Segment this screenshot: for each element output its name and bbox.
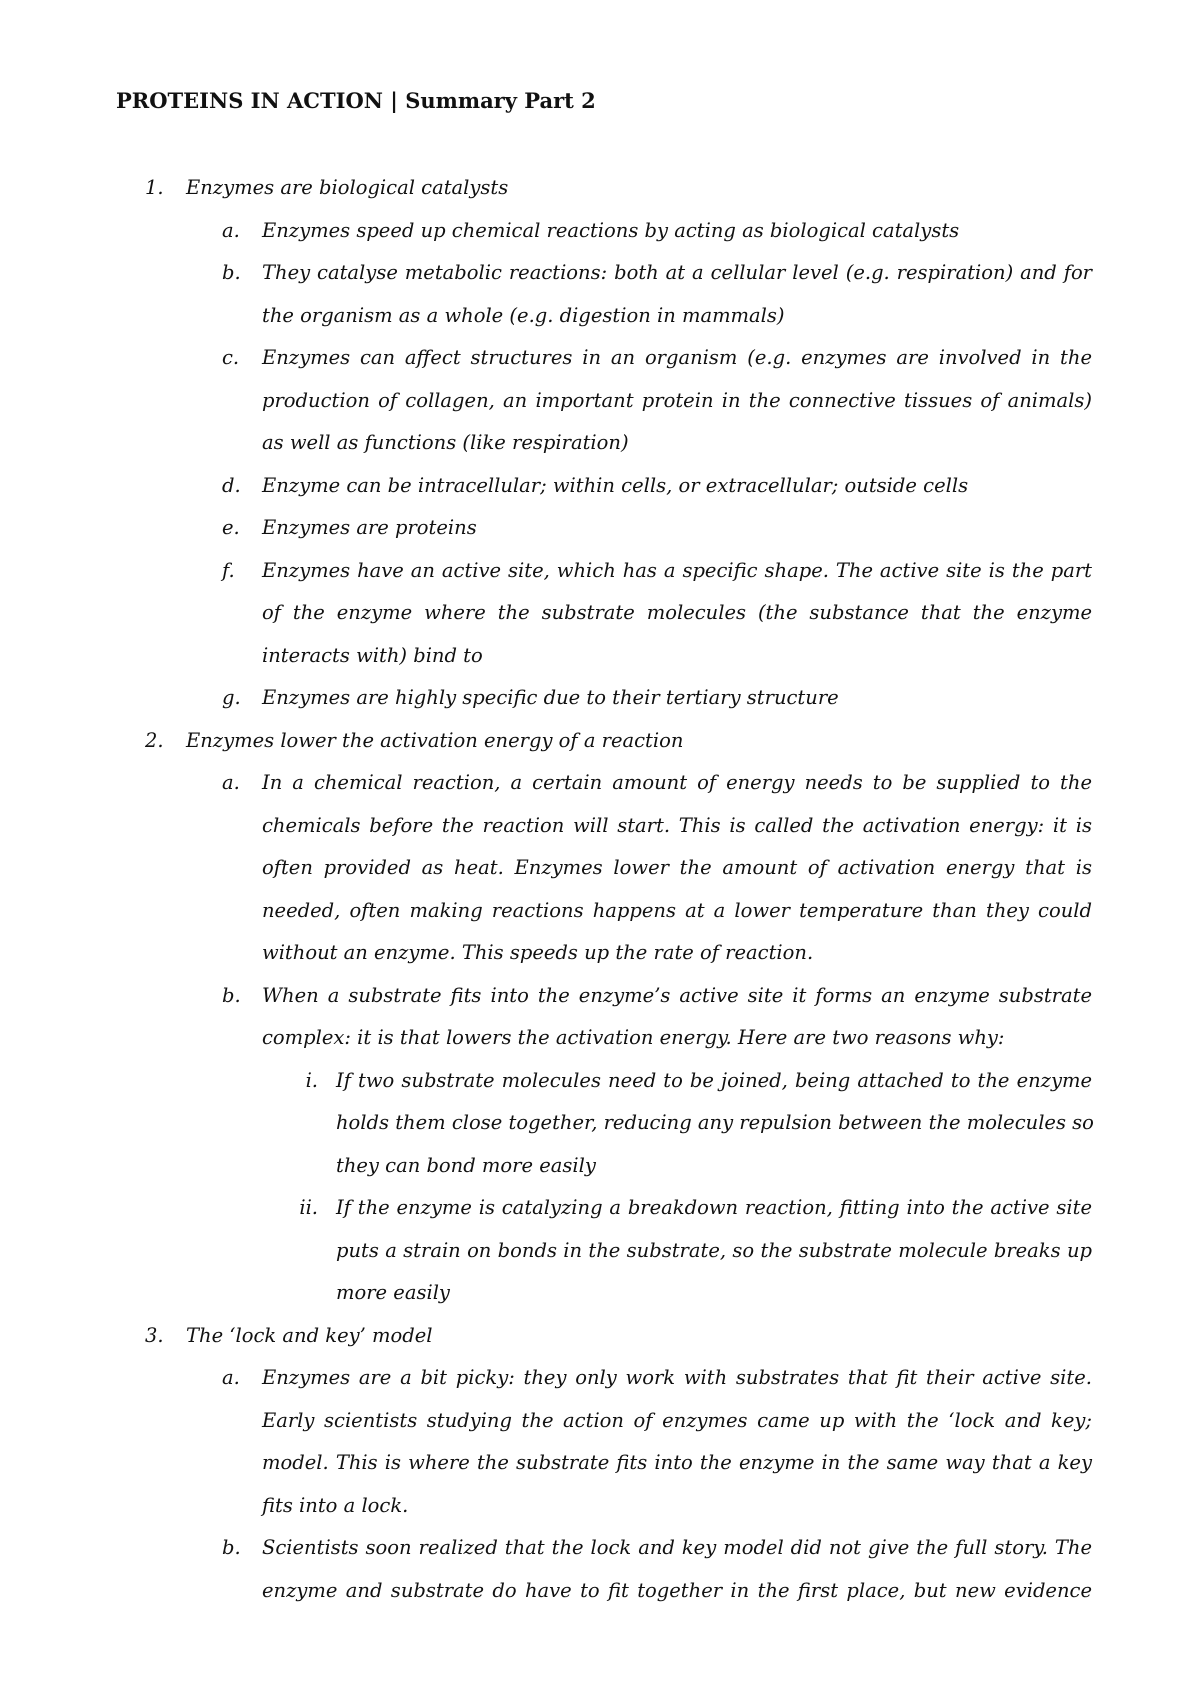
- list-item-text-line: Early scientists studying the action of enzymes came up with the ‘lock and key;: [262, 1408, 1092, 1432]
- list-marker: a.: [222, 218, 240, 242]
- list-item-text-line: without an enzyme. This speeds up the rate of reaction.: [262, 941, 814, 964]
- list-item-text-line: as well as functions (like respiration): [262, 431, 629, 454]
- list-item-text-line: needed, often making reactions happens at a lower temperature than they could: [262, 898, 1092, 922]
- list-item-text-line: Enzyme can be intracellular; within cells, or extracellular; outside cells: [262, 473, 969, 497]
- list-item-text-line: Enzymes have an active site, which has a specific shape. The active site is the part: [262, 558, 1092, 582]
- list-item-text-line: model. This is where the substrate fits into the enzyme in the same way that a key: [262, 1451, 1092, 1474]
- summary-list: [0, 167, 1200, 1612]
- list-item-text-line: Scientists soon realized that the lock and key model did not give the full story. The: [262, 1536, 1092, 1559]
- list-marker: 2.: [145, 728, 164, 752]
- list-marker: g.: [222, 686, 241, 709]
- list-item-text-line: complex: it is that lowers the activation energy. Here are two reasons why:: [262, 1026, 1005, 1049]
- list-item: [0, 167, 1200, 210]
- list-item-text-line: In a chemical reaction, a certain amount of energy needs to be supplied to the: [262, 771, 1092, 794]
- list-item-text-line: Enzymes are proteins: [262, 516, 477, 539]
- list-item-text-line: Enzymes lower the activation energy of a reaction: [186, 728, 684, 752]
- list-item-text-line: chemicals before the reaction will start. This is called the activation energy: it is: [262, 813, 1092, 837]
- list-marker: a.: [222, 771, 240, 794]
- list-item: [0, 465, 1200, 508]
- list-item-text-line: puts a strain on bonds in the substrate, so the substrate molecule breaks up: [336, 1238, 1092, 1262]
- list-marker: a.: [222, 1366, 240, 1389]
- list-item-text-line: enzyme and substrate do have to fit together in the first place, but new evidence: [262, 1578, 1092, 1602]
- list-item-text-line: holds them close together, reducing any repulsion between the molecules so: [336, 1111, 1094, 1134]
- list-item: [0, 975, 1200, 1060]
- list-item: [0, 677, 1200, 720]
- list-item-text-line: Enzymes are a bit picky: they only work with substrates that fit their active site.: [262, 1366, 1092, 1389]
- list-item: [0, 762, 1200, 975]
- list-item-text-line: interacts with) bind to: [262, 643, 483, 667]
- list-item: [0, 1060, 1200, 1188]
- list-item: [0, 210, 1200, 253]
- list-item-text-line: often provided as heat. Enzymes lower the amount of activation energy that is: [262, 856, 1092, 879]
- list-item: [0, 550, 1200, 678]
- list-item: [0, 1527, 1200, 1612]
- list-item-text-line: If the enzyme is catalyzing a breakdown reaction, fitting into the active site: [336, 1196, 1092, 1219]
- list-item-text-line: Enzymes can affect structures in an organism (e.g. enzymes are involved in the: [262, 346, 1092, 369]
- list-marker: i.: [305, 1068, 318, 1092]
- list-marker: f.: [222, 558, 235, 582]
- list-marker: 3.: [145, 1323, 164, 1347]
- list-item-text-line: fits into a lock.: [262, 1493, 409, 1517]
- list-marker: d.: [222, 473, 241, 497]
- list-item-text-line: Enzymes are highly specific due to their tertiary structure: [262, 686, 839, 709]
- list-marker: c.: [222, 346, 240, 369]
- list-marker: b.: [222, 261, 241, 284]
- list-marker: b.: [222, 1536, 241, 1559]
- list-item-text-line: They catalyse metabolic reactions: both at a cellular level (e.g. respiration) and for: [262, 261, 1092, 284]
- list-item-text-line: If two substrate molecules need to be joined, being attached to the enzyme: [336, 1068, 1092, 1092]
- page-title: PROTEINS IN ACTION | Summary Part 2: [116, 88, 596, 113]
- list-item: [0, 1187, 1200, 1315]
- list-item-text-line: Enzymes are biological catalysts: [186, 176, 509, 199]
- list-item-text-line: The ‘lock and key’ model: [186, 1323, 433, 1347]
- list-marker: b.: [222, 983, 241, 1007]
- list-item: [0, 337, 1200, 465]
- list-marker: e.: [222, 516, 240, 539]
- list-item-text-line: of the enzyme where the substrate molecules (the substance that the enzyme: [262, 601, 1092, 624]
- list-item-text-line: When a substrate fits into the enzyme’s active site it forms an enzyme substrate: [262, 983, 1092, 1007]
- list-marker: ii.: [299, 1196, 318, 1219]
- list-item: [0, 252, 1200, 337]
- list-item: [0, 507, 1200, 550]
- list-item: [0, 720, 1200, 763]
- list-marker: 1.: [145, 176, 164, 199]
- list-item: [0, 1357, 1200, 1527]
- list-item: [0, 1315, 1200, 1358]
- list-item-text-line: they can bond more easily: [336, 1153, 596, 1177]
- list-item-text-line: the organism as a whole (e.g. digestion in mammals): [262, 303, 785, 327]
- list-item-text-line: Enzymes speed up chemical reactions by acting as biological catalysts: [262, 218, 960, 242]
- list-item-text-line: more easily: [336, 1281, 450, 1304]
- list-item-text-line: production of collagen, an important protein in the connective tissues of animals): [262, 388, 1092, 412]
